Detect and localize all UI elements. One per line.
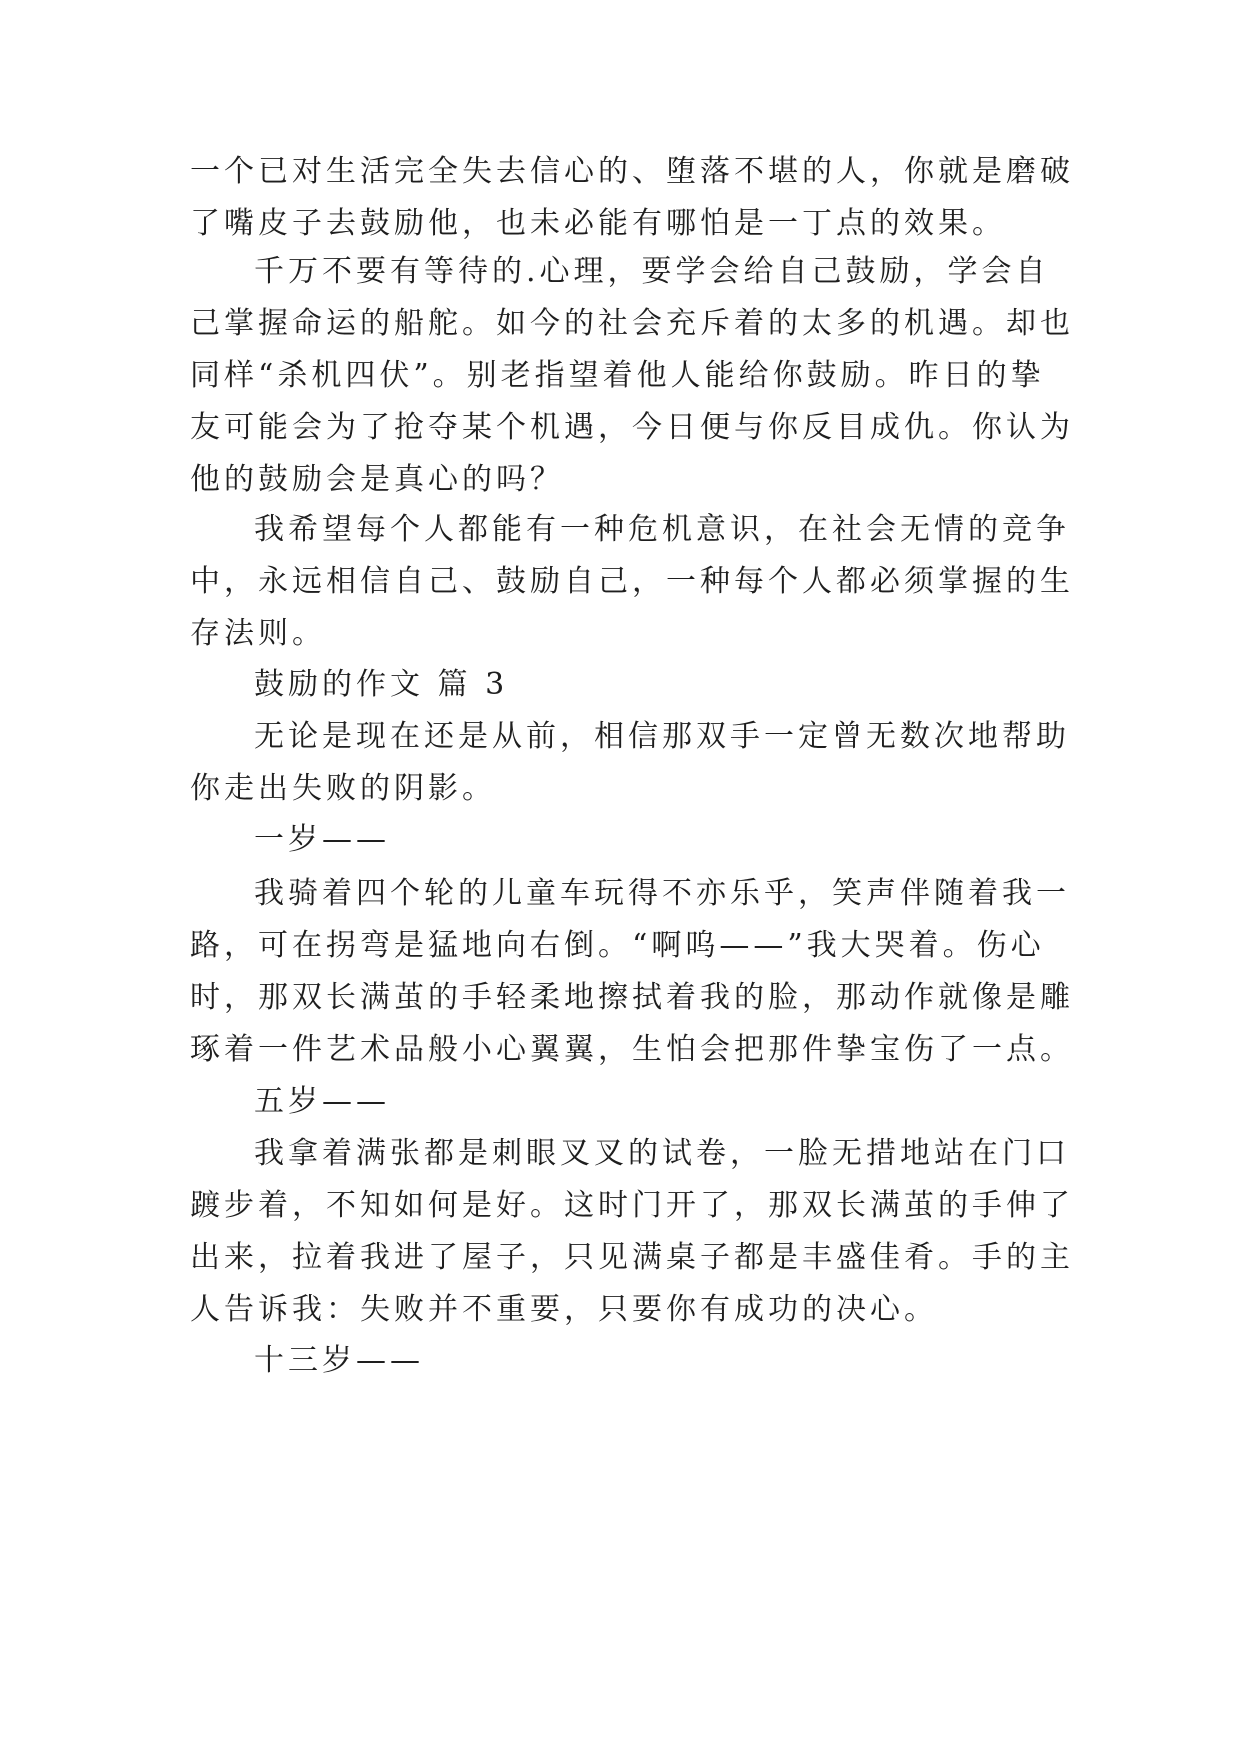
text-line: 一个已对生活完全失去信心的、堕落不堪的人，你就是磨破 [190,154,1074,189]
text-line: 己掌握命运的船舵。如今的社会充斥着的太多的机遇。却也 [190,306,1074,341]
text-line: 出来，拉着我进了屋子，只见满桌子都是丰盛佳肴。手的主 [190,1240,1074,1275]
paragraph-6 [190,1128,1074,1336]
text-line: 路，可在拐弯是猛地向右倒。“啊呜——”我大哭着。伤心 [190,928,1045,963]
text-line: 无论是现在还是从前，相信那双手一定曾无数次地帮助 [254,719,1070,754]
section-heading-text: 鼓励的作文 篇 3 [254,667,509,702]
paragraph-age-13 [190,1335,1070,1387]
text-line: 踱步着，不知如何是好。这时门开了，那双长满茧的手伸了 [190,1188,1074,1223]
paragraph-2 [190,246,1074,506]
text-line: 中，永远相信自己、鼓励自己，一种每个人都必须掌握的生 [190,564,1074,599]
text-line: 他的鼓励会是真心的吗？ [190,462,564,497]
section-heading [190,659,1070,711]
text-line: 千万不要有等待的.心理，要学会给自己鼓励，学会自 [254,254,1050,289]
text-line: 琢着一件艺术品般小心翼翼，生怕会把那件挚宝伤了一点。 [190,1032,1074,1067]
paragraph-age-5 [190,1076,1070,1128]
text-line: 了嘴皮子去鼓励他，也未必能有哪怕是一丁点的效果。 [190,206,1006,241]
text-line: 我希望每个人都能有一种危机意识，在社会无情的竞争 [254,512,1070,547]
text-line: 友可能会为了抢夺某个机遇，今日便与你反目成仇。你认为 [190,410,1074,445]
paragraph-3 [190,504,1074,660]
text-line: 人告诉我：失败并不重要，只要你有成功的决心。 [190,1292,938,1327]
text-line: 同样“杀机四伏”。别老指望着他人能给你鼓励。昨日的挚 [190,358,1045,393]
text-line: 一岁—— [254,822,390,857]
text-line: 我骑着四个轮的儿童车玩得不亦乐乎，笑声伴随着我一 [254,876,1070,911]
text-line: 时，那双长满茧的手轻柔地擦拭着我的脸，那动作就像是雕 [190,980,1074,1015]
paragraph-1 [190,146,1074,250]
paragraph-5 [190,868,1074,1076]
paragraph-4 [190,711,1070,815]
text-line: 五岁—— [254,1084,390,1119]
paragraph-age-1 [190,814,1070,866]
text-line: 你走出失败的阴影。 [190,771,496,806]
text-line: 我拿着满张都是刺眼叉叉的试卷，一脸无措地站在门口 [254,1136,1070,1171]
text-line: 存法则。 [190,616,326,651]
text-line: 十三岁—— [254,1343,424,1378]
